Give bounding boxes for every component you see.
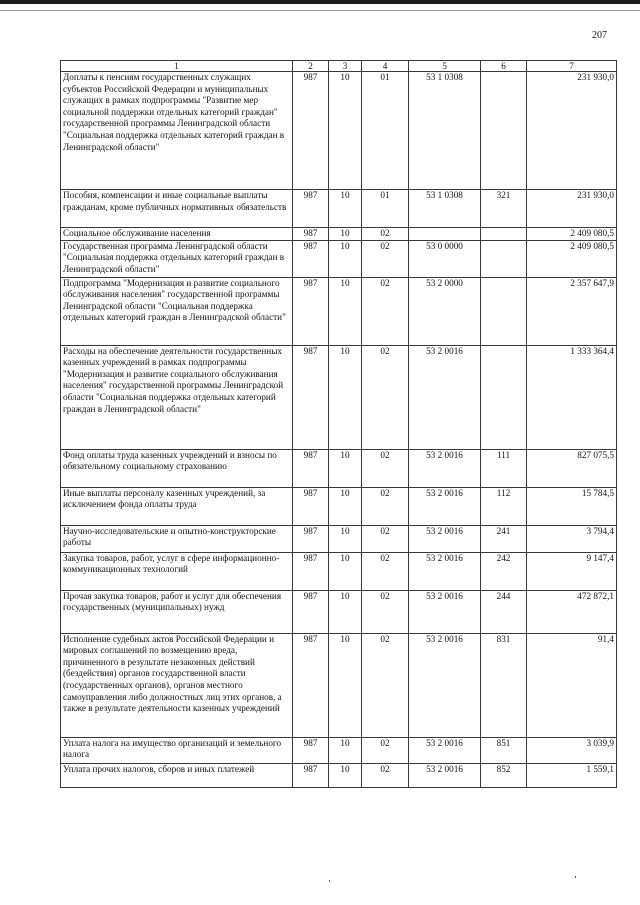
ministry-code: 987 [293, 228, 329, 241]
table-row [61, 633, 617, 737]
amount: 2 409 080,5 [527, 228, 617, 241]
article-code: 53 2 0016 [409, 737, 481, 763]
column-header: 5 [409, 61, 481, 72]
subsection-code: 02 [362, 590, 409, 633]
ministry-code: 987 [293, 345, 329, 449]
subsection-code: 02 [362, 633, 409, 737]
amount: 3 794,4 [527, 525, 617, 552]
row-name: Исполнение судебных актов Российской Федерации и мировых соглашений по возмещению вреда, причиненного в результате незаконных действий (бездействия) органов государственной власти (государственных органов), органов местного самоуправления либо должностных лиц этих органов, а также в результате деятельности казенных учреждений [61, 633, 293, 737]
ministry-code: 987 [293, 487, 329, 525]
article-code: 53 2 0016 [409, 525, 481, 552]
section-code: 10 [329, 552, 362, 590]
scan-top-line [0, 10, 640, 11]
expense-type-code: 321 [481, 190, 527, 228]
amount: 2 409 080,5 [527, 240, 617, 277]
expense-type-code: 831 [481, 633, 527, 737]
section-code: 10 [329, 487, 362, 525]
article-code: 53 2 0016 [409, 552, 481, 590]
article-code: 53 0 0000 [409, 240, 481, 277]
amount: 827 075,5 [527, 449, 617, 487]
row-name: Закупка товаров, работ, услуг в сфере информационно-коммуникационных технологий [61, 552, 293, 590]
amount: 15 784,5 [527, 487, 617, 525]
section-code: 10 [329, 449, 362, 487]
ministry-code: 987 [293, 240, 329, 277]
article-code [409, 228, 481, 241]
amount: 91,4 [527, 633, 617, 737]
scan-top-border [0, 0, 640, 4]
ministry-code: 987 [293, 449, 329, 487]
article-code: 53 1 0308 [409, 190, 481, 228]
amount: 9 147,4 [527, 552, 617, 590]
expense-type-code: 112 [481, 487, 527, 525]
scan-speck [575, 876, 576, 878]
expense-type-code: 852 [481, 763, 527, 787]
table-row [61, 190, 617, 228]
section-code: 10 [329, 240, 362, 277]
row-name: Подпрограмма "Модернизация и развитие социального обслуживания населения" государственной программы Ленинградской области "Социальная поддержка отдельных категорий граждан в Ленинградской области" [61, 277, 293, 345]
section-code: 10 [329, 525, 362, 552]
amount: 231 930,0 [527, 72, 617, 190]
row-name: Социальное обслуживание населения [61, 228, 293, 241]
scan-speck [329, 880, 330, 882]
expense-type-code: 242 [481, 552, 527, 590]
table-row [61, 552, 617, 590]
subsection-code: 02 [362, 525, 409, 552]
article-code: 53 2 0016 [409, 590, 481, 633]
expense-type-code [481, 72, 527, 190]
subsection-code: 02 [362, 228, 409, 241]
table-row [61, 72, 617, 190]
ministry-code: 987 [293, 633, 329, 737]
amount: 231 930,0 [527, 190, 617, 228]
row-name: Доплаты к пенсиям государственных служащих субъектов Российской Федерации и муниципальных служащих в рамках подпрограммы "Развитие мер социальной поддержки отдельных категорий граждан" государственной программы Ленинградской области "Социальная поддержка отдельных категорий граждан в Ленинградской области" [61, 72, 293, 190]
column-header: 6 [481, 61, 527, 72]
article-code: 53 2 0016 [409, 345, 481, 449]
table-row [61, 228, 617, 241]
section-code: 10 [329, 190, 362, 228]
subsection-code: 02 [362, 737, 409, 763]
expense-type-code [481, 240, 527, 277]
subsection-code: 02 [362, 449, 409, 487]
subsection-code: 01 [362, 72, 409, 190]
table-row [61, 277, 617, 345]
amount: 3 039,9 [527, 737, 617, 763]
table-row [61, 525, 617, 552]
ministry-code: 987 [293, 190, 329, 228]
row-name: Прочая закупка товаров, работ и услуг для обеспечения государственных (муниципальных) нужд [61, 590, 293, 633]
column-header: 2 [293, 61, 329, 72]
expense-type-code: 851 [481, 737, 527, 763]
column-header: 1 [61, 61, 293, 72]
subsection-code: 02 [362, 552, 409, 590]
table-row [61, 240, 617, 277]
subsection-code: 02 [362, 345, 409, 449]
section-code: 10 [329, 345, 362, 449]
amount: 2 357 647,9 [527, 277, 617, 345]
article-code: 53 2 0016 [409, 633, 481, 737]
row-name: Расходы на обеспечение деятельности государственных казенных учреждений в рамках подпрограммы "Модернизация и развитие социального обслуживания населения" государственной программы Ленинградской области "Социальная поддержка отдельных категорий граждан в Ленинградской области" [61, 345, 293, 449]
subsection-code: 02 [362, 240, 409, 277]
header-row [61, 61, 617, 72]
expense-type-code [481, 277, 527, 345]
page-number: 207 [592, 30, 607, 41]
section-code: 10 [329, 590, 362, 633]
subsection-code: 02 [362, 763, 409, 787]
amount: 1 333 364,4 [527, 345, 617, 449]
section-code: 10 [329, 72, 362, 190]
section-code: 10 [329, 228, 362, 241]
amount: 1 559,1 [527, 763, 617, 787]
section-code: 10 [329, 737, 362, 763]
row-name: Уплата прочих налогов, сборов и иных платежей [61, 763, 293, 787]
ministry-code: 987 [293, 552, 329, 590]
budget-table [60, 60, 617, 788]
expense-type-code [481, 345, 527, 449]
subsection-code: 02 [362, 277, 409, 345]
ministry-code: 987 [293, 590, 329, 633]
section-code: 10 [329, 277, 362, 345]
section-code: 10 [329, 633, 362, 737]
article-code: 53 1 0308 [409, 72, 481, 190]
ministry-code: 987 [293, 737, 329, 763]
table-row [61, 345, 617, 449]
ministry-code: 987 [293, 277, 329, 345]
row-name: Иные выплаты персоналу казенных учреждений, за исключением фонда оплаты труда [61, 487, 293, 525]
table-row [61, 590, 617, 633]
expense-type-code: 244 [481, 590, 527, 633]
ministry-code: 987 [293, 525, 329, 552]
article-code: 53 2 0016 [409, 763, 481, 787]
expense-type-code [481, 228, 527, 241]
section-code: 10 [329, 763, 362, 787]
column-header: 7 [527, 61, 617, 72]
column-header: 3 [329, 61, 362, 72]
ministry-code: 987 [293, 763, 329, 787]
subsection-code: 01 [362, 190, 409, 228]
subsection-code: 02 [362, 487, 409, 525]
expense-type-code: 111 [481, 449, 527, 487]
article-code: 53 2 0000 [409, 277, 481, 345]
table-row [61, 737, 617, 763]
table-row [61, 487, 617, 525]
article-code: 53 2 0016 [409, 449, 481, 487]
table-row [61, 449, 617, 487]
row-name: Фонд оплаты труда казенных учреждений и взносы по обязательному социальному страхованию [61, 449, 293, 487]
amount: 472 872,1 [527, 590, 617, 633]
row-name: Уплата налога на имущество организаций и земельного налога [61, 737, 293, 763]
column-header: 4 [362, 61, 409, 72]
row-name: Государственная программа Ленинградской области "Социальная поддержка отдельных категорий граждан в Ленинградской области" [61, 240, 293, 277]
row-name: Научно-исследовательские и опытно-конструкторские работы [61, 525, 293, 552]
article-code: 53 2 0016 [409, 487, 481, 525]
expense-type-code: 241 [481, 525, 527, 552]
ministry-code: 987 [293, 72, 329, 190]
row-name: Пособия, компенсации и иные социальные выплаты гражданам, кроме публичных нормативных обязательств [61, 190, 293, 228]
table-row [61, 763, 617, 787]
